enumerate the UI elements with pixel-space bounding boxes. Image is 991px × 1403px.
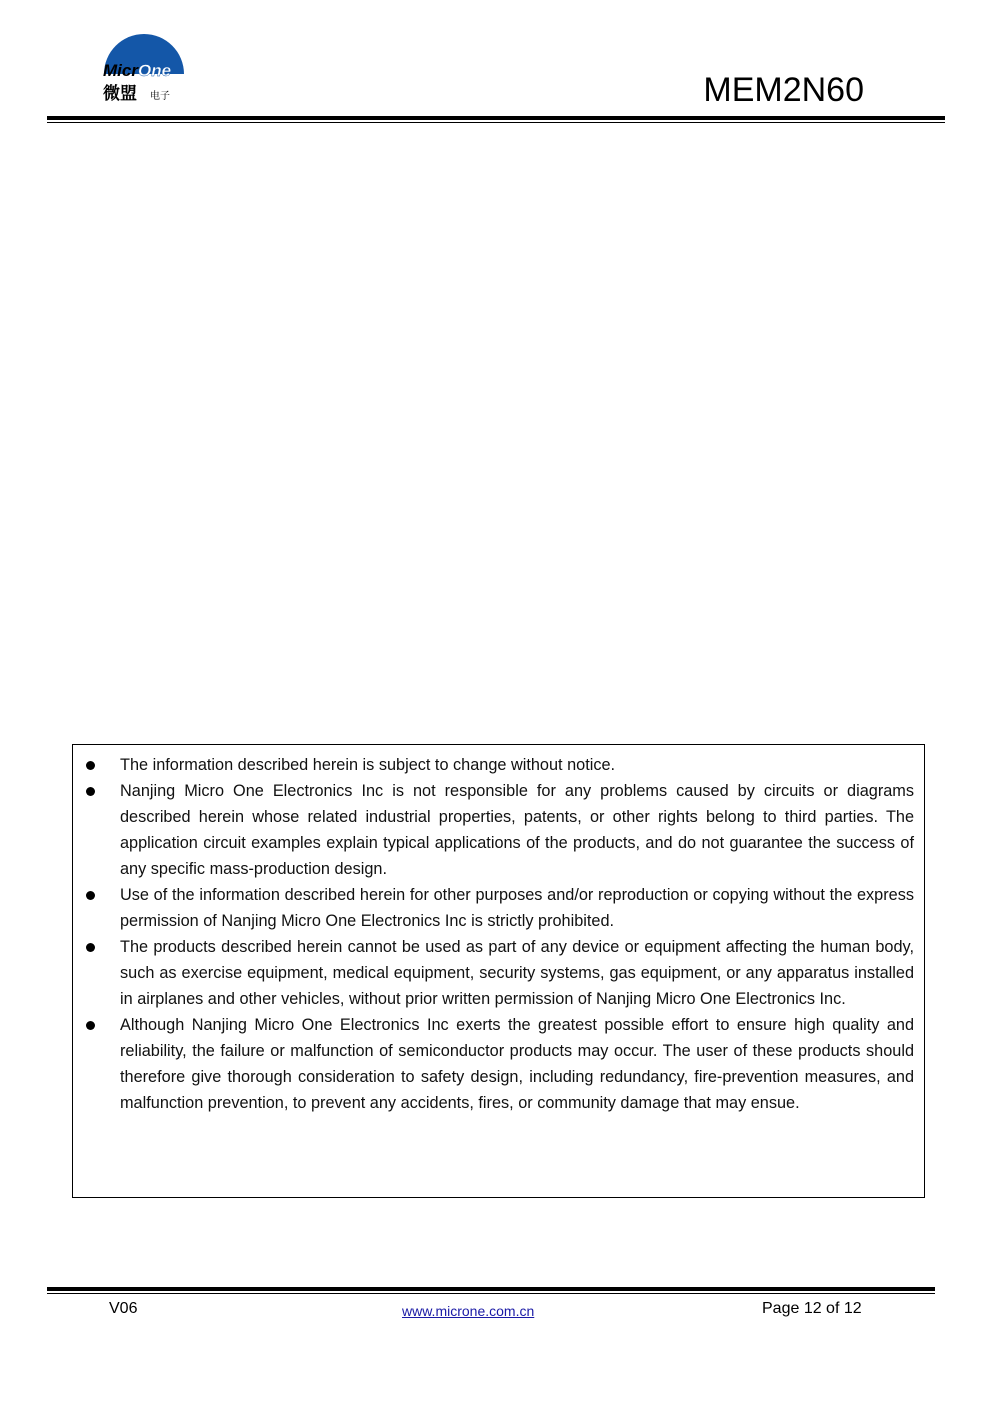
footer-version: V06 [109, 1300, 138, 1317]
footer-rule-thick [47, 1287, 935, 1291]
bullet-icon [86, 787, 95, 796]
bullet-icon [86, 891, 95, 900]
disclaimer-item [120, 778, 914, 882]
disclaimer-item [120, 882, 914, 934]
bullet-icon [86, 761, 95, 770]
logo-brand-part1: Micr [103, 61, 138, 80]
bullet-icon [86, 1021, 95, 1030]
bullet-icon [86, 943, 95, 952]
footer-page-number: Page 12 of 12 [762, 1300, 862, 1317]
header-rule-thin [47, 122, 945, 123]
header-rule-thick [47, 116, 945, 120]
disclaimer-item [120, 1012, 914, 1116]
logo-brand-part2: One [137, 61, 172, 80]
disclaimer-item [120, 934, 914, 1012]
disclaimer-text: The information described herein is subject to change without notice. [120, 756, 616, 774]
document-title: MEM2N60 [703, 71, 864, 109]
disclaimer-text: Although Nanjing Micro One Electronics Inc exerts the greatest possible effort to ensure high quality and reliability, the failure or malfunction of semiconductor products may occur. The user of these products should therefore give thorough consideration to safety design, including redundancy, fire-prevention measures, and malfunction prevention, to prevent any accidents, fires, or community damage that may ensue. [120, 1016, 914, 1112]
footer-rule-thin [47, 1293, 935, 1294]
footer-website-link[interactable]: www.microne.com.cn [402, 1303, 535, 1319]
logo-chinese-text: 微盟 [103, 84, 137, 104]
disclaimer-item [120, 752, 914, 778]
disclaimer-text: The products described herein cannot be used as part of any device or equipment affecting the human body, such as exercise equipment, medical equipment, security systems, gas equipment, or any apparatus installed in airplanes and other vehicles, without prior written permission of Nanjing Micro One Electronics Inc. [120, 938, 914, 1008]
disclaimer-text: Use of the information described herein for other purposes and/or reproduction or copying without the express permission of Nanjing Micro One Electronics Inc is strictly prohibited. [120, 886, 914, 930]
logo-brand-text [103, 61, 171, 80]
disclaimer-list [73, 752, 924, 1116]
disclaimer-box [72, 744, 925, 1198]
microne-logo [98, 26, 190, 106]
logo-chinese-sub: 电子 [150, 91, 170, 102]
disclaimer-text: Nanjing Micro One Electronics Inc is not responsible for any problems caused by circuits or diagrams described herein whose related industrial properties, patents, or other rights belong to third parties. The application circuit examples explain typical applications of the products, and do not guarantee the success of any specific mass-production design. [120, 782, 914, 878]
